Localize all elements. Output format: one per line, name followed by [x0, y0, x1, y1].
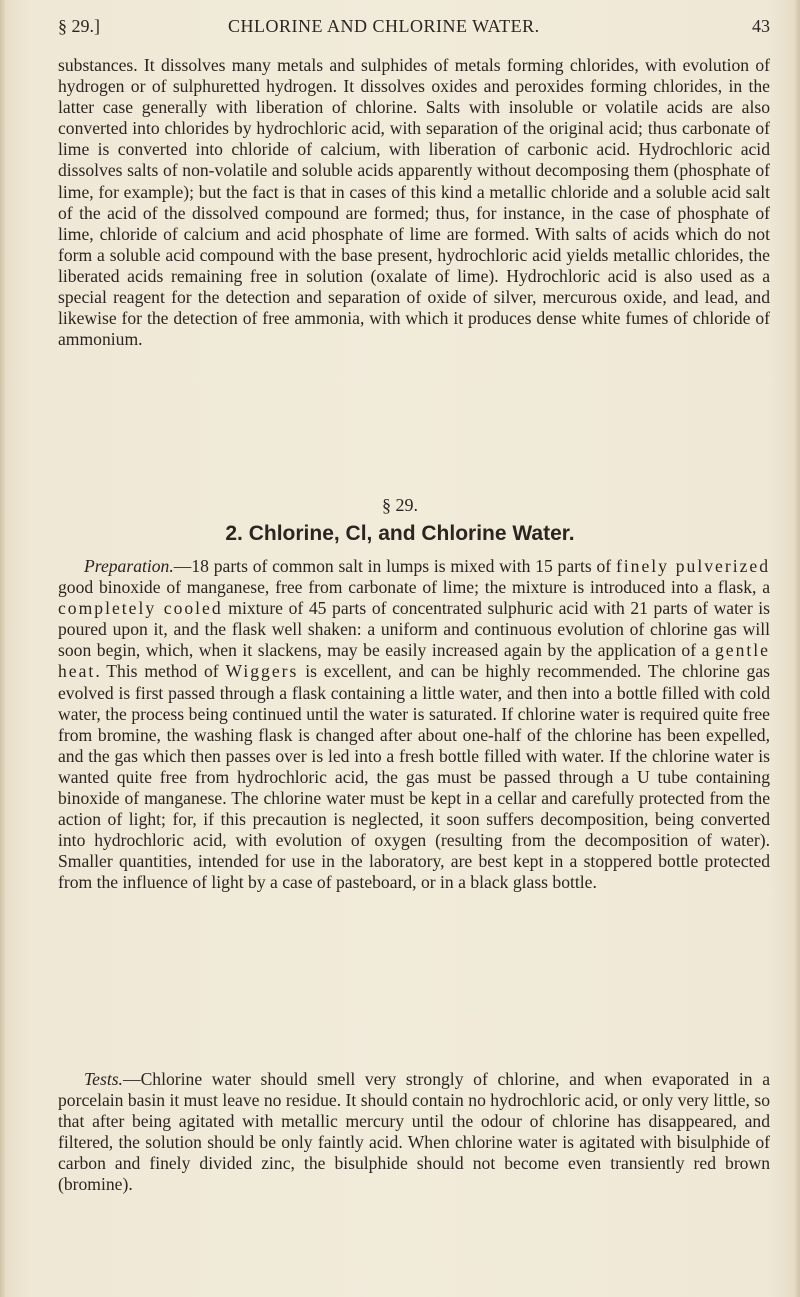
page-number: 43: [752, 16, 770, 36]
preparation-label: Preparation.: [84, 556, 174, 576]
section-number: § 29.: [382, 495, 418, 515]
tests-text: —Chlorine water should smell very strongly of chlorine, and when evaporated in a porcelain basin it must leave no residue. It should contain no hydrochloric acid, or only very little, so that after being agitated with metallic mercury until the odour of chlorine has disappeared, and filtered, the solution should be only faintly acid. When chlorine water is agitated with bisulphide of carbon and finely divided zinc, the bisulphide should not become even transiently red brown (bromine).: [58, 1069, 770, 1195]
paragraph-tests: [58, 1069, 770, 1196]
running-header: [58, 10, 770, 40]
preparation-text-3: mixture of 45 parts of concentrated sulphuric acid with 21 parts of water is poured upon it, and the flask well shaken: a uniform and continuous evolution of chlorine gas will soon begin, which, when it slackens, may be easily increased again by the application of a: [58, 598, 771, 661]
header-running-title: CHLORINE AND CHLORINE WATER.: [228, 16, 540, 36]
preparation-text-5: is excellent, and can be highly recommended. The chlorine gas evolved is first passed through a flask containing a little water, and then into a bottle filled with cold water, the process being continued until the water is saturated. If chlorine water is required quite free from bromine, the washing flask is changed after about one-half of the chlorine has been expelled, and the gas which then passes over is led into a fresh bottle filled with water. If the chlorine water is wanted quite free from hydrochloric acid, the gas must be passed through a U tube containing binoxide of manganese. The chlorine water must be kept in a cellar and carefully protected from the action of light; for, if this precaution is neglected, it soon suffers decomposition, being converted into hydrochloric acid, with evolution of oxygen (resulting from the decomposition of water). Smaller quantities, intended for use in the laboratory, are best kept in a stoppered bottle protected from the influence of light by a case of pasteboard, or in a black glass bottle.: [58, 661, 770, 893]
preparation-text-1: —18 parts of common salt in lumps is mixed with 15 parts of: [173, 556, 616, 576]
page-edge-left: [0, 0, 6, 1297]
preparation-spaced-3: gentle heat: [58, 640, 770, 682]
section-title: 2. Chlorine, Cl, and Chlorine Water.: [225, 522, 575, 545]
paragraph-preparation: [58, 556, 770, 894]
page-edge-right: [794, 0, 800, 1297]
preparation-spaced-2: completely cooled: [58, 598, 223, 619]
header-section-ref: § 29.]: [58, 16, 100, 36]
preparation-text-4: . This method of: [95, 661, 226, 682]
preparation-text-2: good binoxide of manganese, free from carbonate of lime; the mixture is introduced into a flask, a: [58, 577, 770, 598]
paragraph-hydrochloric-acid: substances. It dissolves many metals and sulphides of metals forming chlorides, with evolution of hydrogen or of sulphuretted hydrogen. It dissolves oxides and peroxides forming chlorides, in the latter case generally with liberation of chlorine. Salts with insoluble or volatile acids are also converted into chlorides by hydrochloric acid, with separation of the original acid; thus carbonate of lime is converted into chloride of calcium, with liberation of carbonic acid. Hydrochloric acid dissolves salts of non-volatile and soluble acids apparently without decomposing them (phosphate of lime, for example); but the fact is that in cases of this kind a metallic chloride and a soluble acid salt of the acid of the dissolved compound are formed; thus, for instance, in the case of phosphate of lime, chloride of calcium and acid phosphate of lime are formed. With salts of acids which do not form a soluble acid compound with the base present, hydrochloric acid yields metallic chlorides, the liberated acids remaining free in solution (oxalate of lime). Hydrochloric acid is also used as a special reagent for the detection and separation of oxide of silver, mercurous oxide, and lead, and likewise for the detection of free ammonia, with which it produces dense white fumes of chloride of ammonium.: [58, 55, 770, 350]
preparation-spaced-1: finely pulverized: [615, 556, 770, 576]
preparation-spaced-4: Wiggers: [225, 661, 299, 682]
tests-label: Tests.: [84, 1069, 123, 1089]
